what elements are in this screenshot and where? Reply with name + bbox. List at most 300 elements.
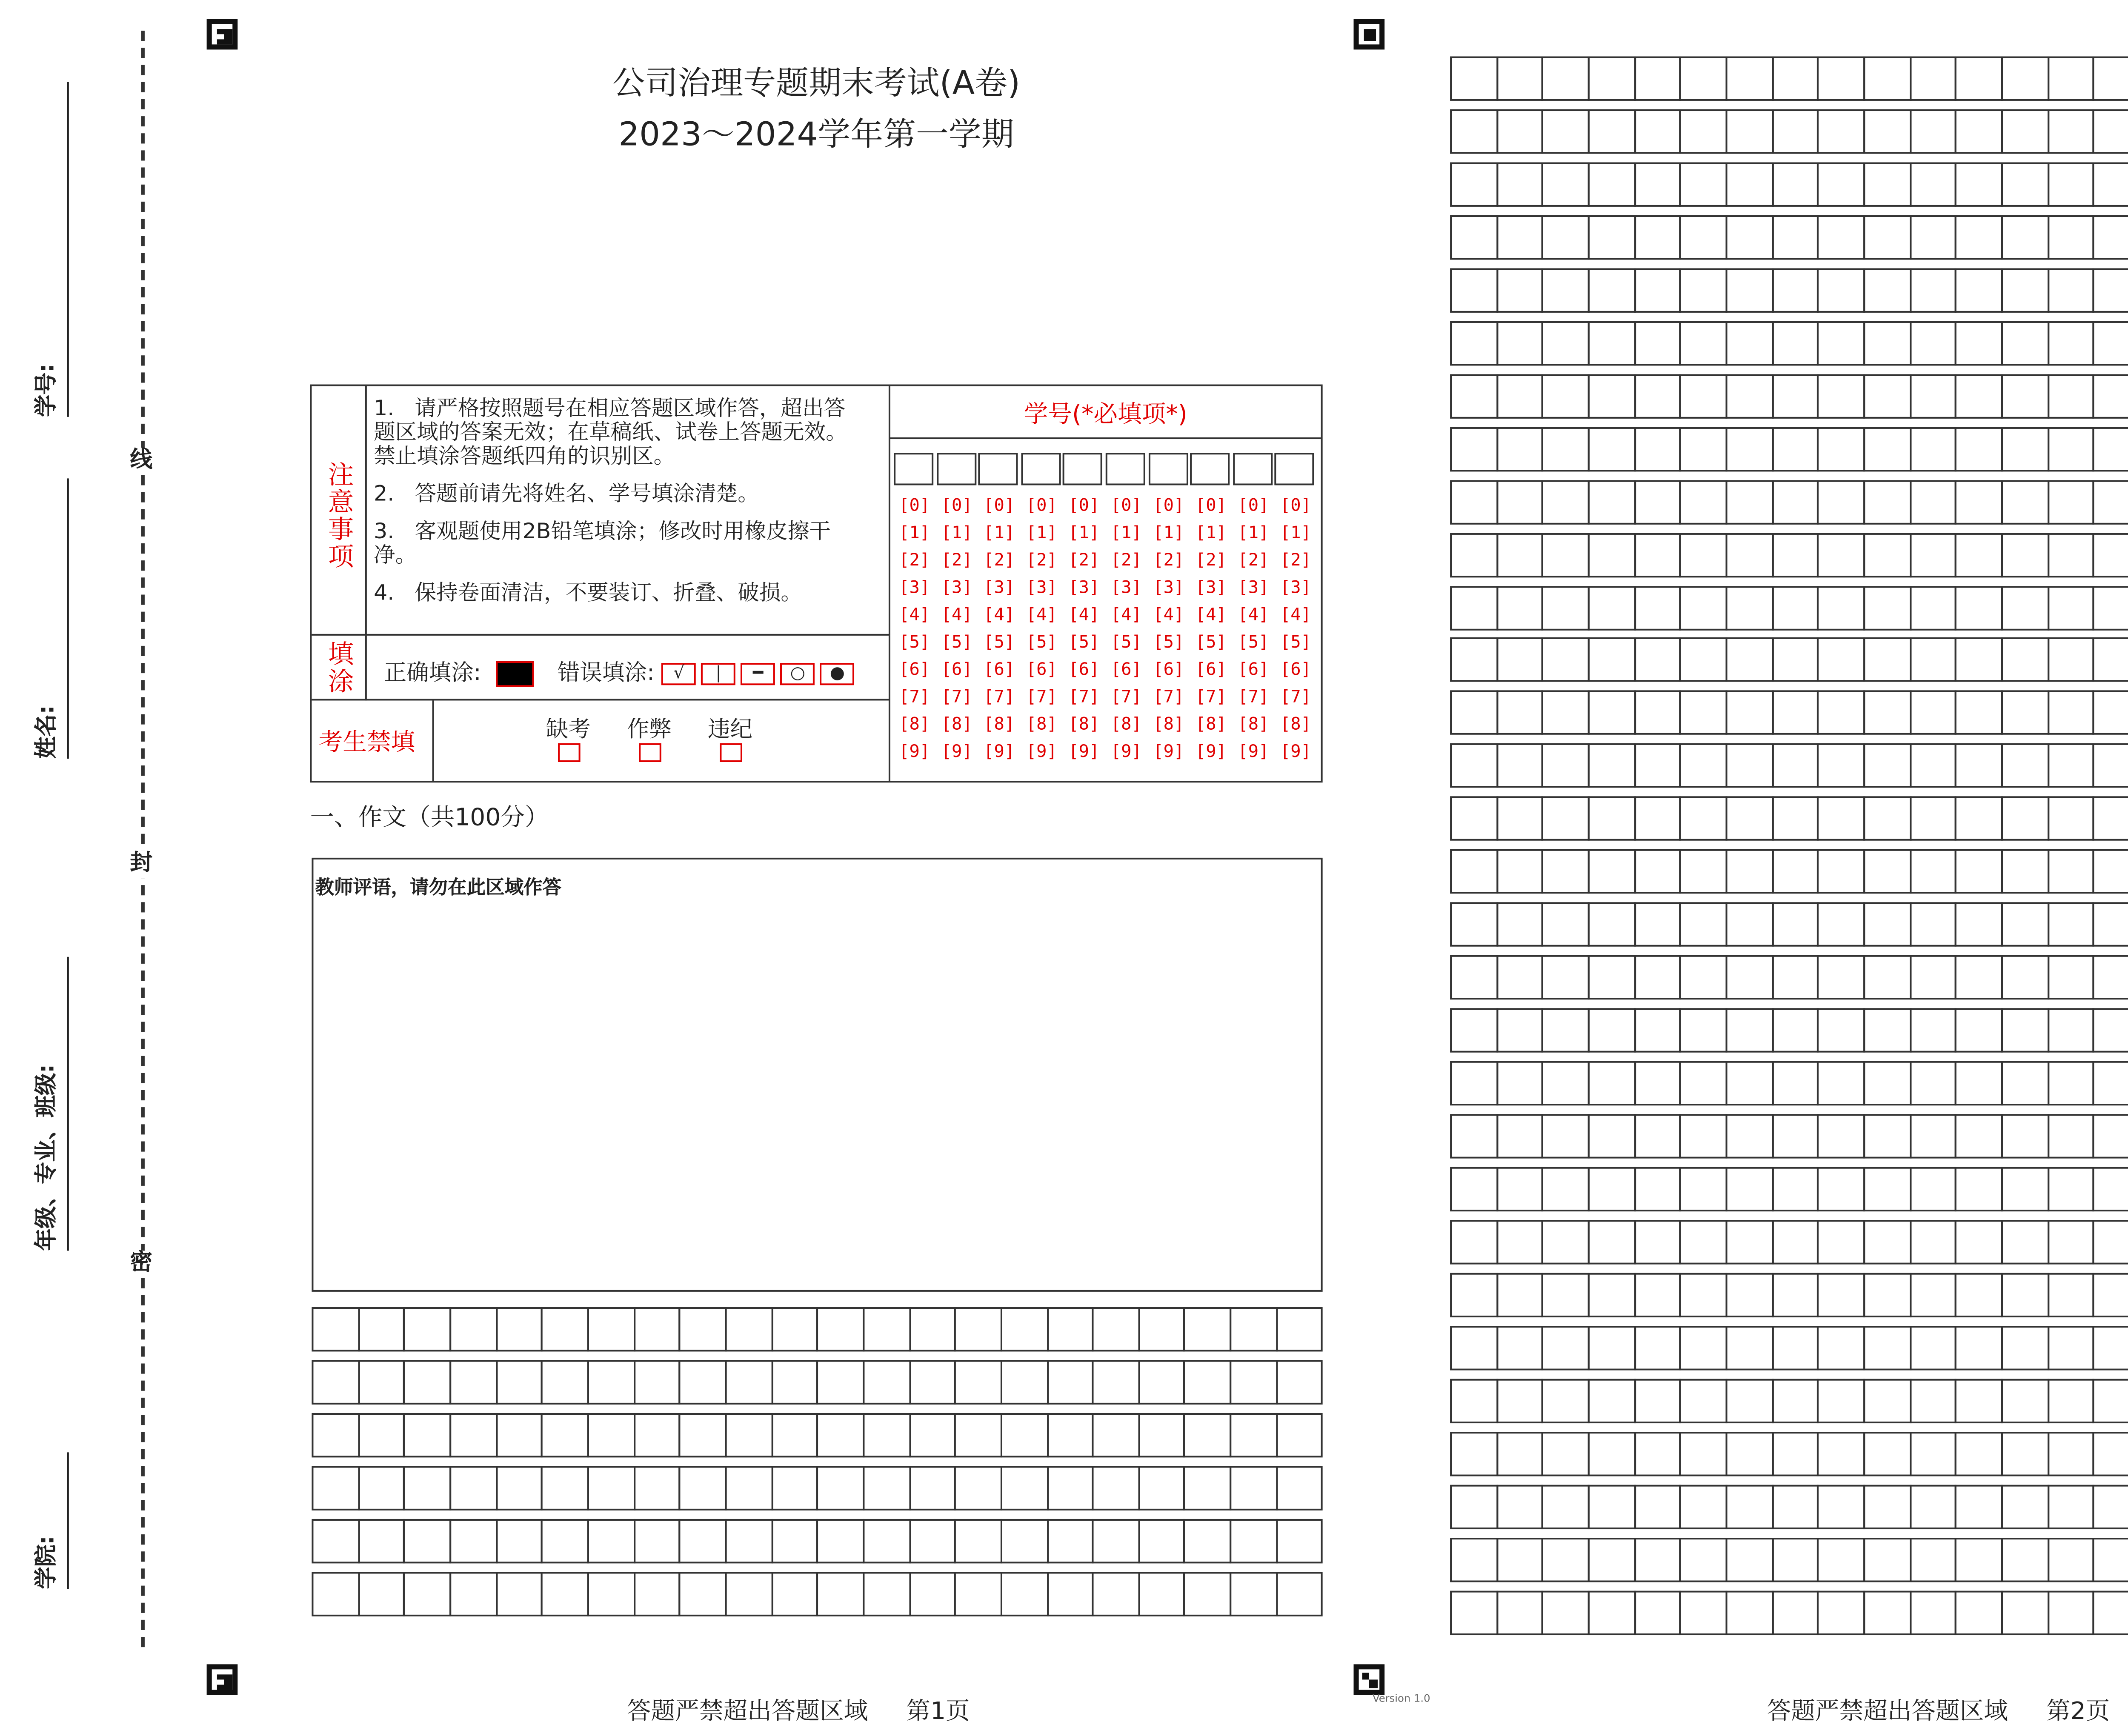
digit-bubble[interactable]: [9] (1110, 743, 1142, 762)
grid-cell[interactable] (1634, 321, 1682, 365)
grid-cell[interactable] (1496, 638, 1544, 682)
digit-bubble[interactable]: [9] (984, 743, 1015, 762)
grid-cell[interactable] (1588, 162, 1636, 206)
grid-cell[interactable] (1909, 480, 1957, 524)
grid-cell[interactable] (863, 1413, 910, 1457)
digit-bubble[interactable]: [0] (1238, 497, 1269, 516)
grid-cell[interactable] (2047, 1484, 2094, 1528)
grid-cell[interactable] (1496, 1379, 1544, 1423)
grid-cell[interactable] (1863, 374, 1911, 418)
digit-bubble[interactable]: [8] (1195, 716, 1227, 735)
grid-cell[interactable] (1634, 744, 1682, 788)
grid-cell[interactable] (1955, 532, 2003, 577)
grid-cell[interactable] (1863, 1484, 1911, 1528)
grid-cell[interactable] (1496, 1431, 1544, 1476)
grid-cell[interactable] (1909, 850, 1957, 894)
digit-bubble[interactable]: [6] (899, 661, 930, 680)
digit-bubble[interactable]: [3] (1153, 579, 1184, 598)
grid-cell[interactable] (2047, 691, 2094, 735)
digit-bubble[interactable]: [2] (1238, 552, 1269, 571)
digit-bubble[interactable]: [0] (1068, 497, 1100, 516)
grid-cell[interactable] (817, 1307, 864, 1351)
grid-cell[interactable] (1679, 268, 1727, 312)
grid-cell[interactable] (1588, 850, 1636, 894)
grid-cell[interactable] (1046, 1307, 1094, 1351)
digit-bubble[interactable]: [6] (1153, 661, 1184, 680)
grid-cell[interactable] (1138, 1518, 1186, 1562)
grid-cell[interactable] (2001, 480, 2048, 524)
grid-cell[interactable] (2093, 1484, 2128, 1528)
grid-cell[interactable] (1046, 1518, 1094, 1562)
grid-cell[interactable] (1725, 585, 1773, 629)
grid-cell[interactable] (1450, 585, 1498, 629)
grid-cell[interactable] (1817, 1220, 1865, 1264)
grid-cell[interactable] (1771, 215, 1819, 259)
grid-cell[interactable] (1679, 1590, 1727, 1634)
grid-cell[interactable] (1588, 1008, 1636, 1053)
cheating-checkbox[interactable] (638, 743, 661, 762)
grid-cell[interactable] (1046, 1571, 1094, 1615)
grid-cell[interactable] (587, 1518, 635, 1562)
grid-cell[interactable] (725, 1571, 772, 1615)
grid-cell[interactable] (2047, 1590, 2094, 1634)
digit-bubble[interactable]: [0] (899, 497, 930, 516)
grid-cell[interactable] (1863, 585, 1911, 629)
grid-cell[interactable] (2047, 797, 2094, 841)
grid-cell[interactable] (1771, 902, 1819, 947)
grid-cell[interactable] (1276, 1465, 1323, 1510)
grid-cell[interactable] (1496, 162, 1544, 206)
grid-cell[interactable] (1955, 902, 2003, 947)
grid-cell[interactable] (1138, 1571, 1186, 1615)
grid-cell[interactable] (2047, 532, 2094, 577)
grid-cell[interactable] (1496, 691, 1544, 735)
grid-cell[interactable] (1679, 1379, 1727, 1423)
grid-cell[interactable] (1909, 1379, 1957, 1423)
digit-bubble[interactable]: [1] (1238, 524, 1269, 543)
grid-cell[interactable] (2047, 955, 2094, 999)
grid-cell[interactable] (1771, 426, 1819, 471)
college-field[interactable] (34, 1452, 79, 1589)
digit-bubble[interactable]: [9] (1195, 743, 1227, 762)
grid-cell[interactable] (1542, 1537, 1590, 1581)
grid-cell[interactable] (2093, 1061, 2128, 1105)
grid-cell[interactable] (1450, 1431, 1498, 1476)
grid-cell[interactable] (1542, 374, 1590, 418)
grid-cell[interactable] (954, 1571, 1002, 1615)
grid-cell[interactable] (1909, 268, 1957, 312)
grid-cell[interactable] (541, 1518, 589, 1562)
grid-cell[interactable] (1542, 268, 1590, 312)
grid-cell[interactable] (725, 1465, 772, 1510)
grid-cell[interactable] (1863, 1008, 1911, 1053)
digit-bubble[interactable]: [6] (941, 661, 972, 680)
grid-cell[interactable] (1496, 268, 1544, 312)
student-id-digit-cell[interactable] (1063, 453, 1103, 485)
grid-cell[interactable] (1542, 1008, 1590, 1053)
grid-cell[interactable] (1817, 638, 1865, 682)
grid-cell[interactable] (1679, 321, 1727, 365)
grid-cell[interactable] (2001, 1537, 2048, 1581)
grid-cell[interactable] (495, 1465, 543, 1510)
grid-cell[interactable] (1276, 1360, 1323, 1404)
grid-cell[interactable] (1496, 1114, 1544, 1158)
grid-cell[interactable] (1817, 1325, 1865, 1370)
digit-bubble[interactable]: [6] (1026, 661, 1057, 680)
grid-cell[interactable] (1725, 321, 1773, 365)
grid-cell[interactable] (1771, 268, 1819, 312)
grid-cell[interactable] (1909, 109, 1957, 154)
grid-cell[interactable] (2093, 1008, 2128, 1053)
grid-cell[interactable] (1588, 1114, 1636, 1158)
grid-cell[interactable] (1634, 532, 1682, 577)
grid-cell[interactable] (1588, 426, 1636, 471)
grid-cell[interactable] (2093, 1220, 2128, 1264)
grid-cell[interactable] (1184, 1413, 1232, 1457)
grid-cell[interactable] (1771, 109, 1819, 154)
grid-cell[interactable] (2093, 797, 2128, 841)
grid-cell[interactable] (449, 1518, 497, 1562)
grid-cell[interactable] (1634, 215, 1682, 259)
grid-cell[interactable] (1909, 374, 1957, 418)
grid-cell[interactable] (1138, 1465, 1186, 1510)
grid-cell[interactable] (1725, 1167, 1773, 1211)
student-id-digit-cell[interactable] (894, 453, 933, 485)
grid-cell[interactable] (1588, 638, 1636, 682)
grid-cell[interactable] (1863, 162, 1911, 206)
grid-cell[interactable] (1725, 797, 1773, 841)
student-id-digit-cell[interactable] (1190, 453, 1230, 485)
grid-cell[interactable] (1450, 1537, 1498, 1581)
digit-bubble[interactable]: [9] (1238, 743, 1269, 762)
grid-cell[interactable] (312, 1518, 359, 1562)
digit-bubble[interactable]: [4] (1026, 606, 1057, 625)
violation-option[interactable] (704, 711, 756, 769)
digit-bubble[interactable]: [5] (899, 634, 930, 653)
grid-cell[interactable] (587, 1360, 635, 1404)
digit-bubble[interactable]: [8] (1280, 716, 1312, 735)
grid-cell[interactable] (679, 1518, 726, 1562)
student-id-digit-cell[interactable] (1275, 453, 1315, 485)
digit-bubble[interactable]: [3] (941, 579, 972, 598)
grid-cell[interactable] (1450, 1008, 1498, 1053)
grid-cell[interactable] (1771, 57, 1819, 101)
grid-cell[interactable] (1588, 797, 1636, 841)
grid-cell[interactable] (495, 1413, 543, 1457)
grid-cell[interactable] (495, 1307, 543, 1351)
grid-cell[interactable] (2093, 374, 2128, 418)
grid-cell[interactable] (1092, 1571, 1140, 1615)
grid-cell[interactable] (954, 1518, 1002, 1562)
digit-bubble[interactable]: [0] (1110, 497, 1142, 516)
grid-cell[interactable] (1817, 1167, 1865, 1211)
grid-cell[interactable] (1588, 1167, 1636, 1211)
grid-cell[interactable] (1634, 268, 1682, 312)
grid-cell[interactable] (1496, 955, 1544, 999)
grid-cell[interactable] (358, 1360, 405, 1404)
grid-cell[interactable] (1863, 321, 1911, 365)
grid-cell[interactable] (1634, 1537, 1682, 1581)
grid-cell[interactable] (1909, 638, 1957, 682)
grid-cell[interactable] (587, 1413, 635, 1457)
grid-cell[interactable] (358, 1307, 405, 1351)
grid-cell[interactable] (1634, 1114, 1682, 1158)
grid-cell[interactable] (2093, 321, 2128, 365)
grid-cell[interactable] (2001, 532, 2048, 577)
grid-cell[interactable] (1771, 744, 1819, 788)
grid-cell[interactable] (1496, 426, 1544, 471)
digit-bubble[interactable]: [1] (1280, 524, 1312, 543)
grid-cell[interactable] (1634, 162, 1682, 206)
digit-bubble[interactable]: [7] (984, 688, 1015, 708)
grid-cell[interactable] (2001, 1008, 2048, 1053)
grid-cell[interactable] (1909, 426, 1957, 471)
grid-cell[interactable] (1542, 109, 1590, 154)
grid-cell[interactable] (1771, 585, 1819, 629)
grid-cell[interactable] (1955, 691, 2003, 735)
grid-cell[interactable] (1725, 1273, 1773, 1317)
grid-cell[interactable] (1725, 109, 1773, 154)
digit-bubble[interactable]: [2] (1153, 552, 1184, 571)
grid-cell[interactable] (541, 1465, 589, 1510)
grid-cell[interactable] (1771, 1379, 1819, 1423)
digit-bubble[interactable]: [6] (1238, 661, 1269, 680)
grid-cell[interactable] (1588, 532, 1636, 577)
grid-cell[interactable] (1679, 1114, 1727, 1158)
grid-cell[interactable] (1230, 1518, 1278, 1562)
grid-cell[interactable] (2093, 744, 2128, 788)
grid-cell[interactable] (1542, 1167, 1590, 1211)
digit-bubble[interactable]: [6] (1110, 661, 1142, 680)
digit-bubble[interactable]: [9] (941, 743, 972, 762)
grid-cell[interactable] (1230, 1413, 1278, 1457)
grid-cell[interactable] (2001, 744, 2048, 788)
grid-cell[interactable] (1542, 1484, 1590, 1528)
grid-cell[interactable] (1909, 1431, 1957, 1476)
digit-bubble[interactable]: [5] (1195, 634, 1227, 653)
student-id-digit-cell[interactable] (1106, 453, 1145, 485)
grid-cell[interactable] (1725, 1061, 1773, 1105)
grid-cell[interactable] (1184, 1360, 1232, 1404)
grid-cell[interactable] (1817, 532, 1865, 577)
grid-cell[interactable] (1909, 162, 1957, 206)
digit-bubble[interactable]: [3] (984, 579, 1015, 598)
grid-cell[interactable] (1909, 1537, 1957, 1581)
grid-cell[interactable] (1955, 215, 2003, 259)
digit-bubble[interactable]: [2] (1280, 552, 1312, 571)
grid-cell[interactable] (1909, 1590, 1957, 1634)
grid-cell[interactable] (1496, 532, 1544, 577)
grid-cell[interactable] (1046, 1360, 1094, 1404)
grid-cell[interactable] (1138, 1413, 1186, 1457)
grid-cell[interactable] (1863, 268, 1911, 312)
grid-cell[interactable] (1634, 1325, 1682, 1370)
grid-cell[interactable] (541, 1571, 589, 1615)
grid-cell[interactable] (771, 1465, 818, 1510)
digit-bubble[interactable]: [4] (899, 606, 930, 625)
digit-bubble[interactable]: [9] (899, 743, 930, 762)
grid-cell[interactable] (1046, 1465, 1094, 1510)
digit-bubble[interactable]: [8] (1153, 716, 1184, 735)
grid-cell[interactable] (1634, 1220, 1682, 1264)
grid-cell[interactable] (2047, 1537, 2094, 1581)
grid-cell[interactable] (2047, 1220, 2094, 1264)
grid-cell[interactable] (2093, 109, 2128, 154)
grid-cell[interactable] (679, 1465, 726, 1510)
grid-cell[interactable] (2093, 1431, 2128, 1476)
grid-cell[interactable] (1679, 797, 1727, 841)
grid-cell[interactable] (771, 1518, 818, 1562)
grid-cell[interactable] (2001, 1273, 2048, 1317)
digit-bubble[interactable]: [7] (1280, 688, 1312, 708)
grid-cell[interactable] (2001, 638, 2048, 682)
grid-cell[interactable] (587, 1571, 635, 1615)
grid-cell[interactable] (1771, 850, 1819, 894)
grid-cell[interactable] (1679, 1220, 1727, 1264)
grid-cell[interactable] (1909, 1273, 1957, 1317)
grid-cell[interactable] (1276, 1307, 1323, 1351)
grid-cell[interactable] (2047, 850, 2094, 894)
grid-cell[interactable] (2047, 374, 2094, 418)
grid-cell[interactable] (1679, 1484, 1727, 1528)
grid-cell[interactable] (1725, 1114, 1773, 1158)
grid-cell[interactable] (909, 1413, 956, 1457)
digit-bubble[interactable]: [3] (899, 579, 930, 598)
grid-cell[interactable] (2093, 162, 2128, 206)
grid-cell[interactable] (771, 1360, 818, 1404)
grid-cell[interactable] (1496, 850, 1544, 894)
grid-cell[interactable] (817, 1465, 864, 1510)
grid-cell[interactable] (1909, 1114, 1957, 1158)
grid-cell[interactable] (1588, 1220, 1636, 1264)
absent-checkbox[interactable] (557, 743, 580, 762)
grid-cell[interactable] (1771, 638, 1819, 682)
grid-cell[interactable] (587, 1307, 635, 1351)
digit-bubble[interactable]: [4] (941, 606, 972, 625)
grid-cell[interactable] (1817, 480, 1865, 524)
grid-cell[interactable] (2001, 1484, 2048, 1528)
grid-cell[interactable] (2001, 1325, 2048, 1370)
grid-cell[interactable] (1634, 955, 1682, 999)
grid-cell[interactable] (1450, 955, 1498, 999)
grid-cell[interactable] (1725, 850, 1773, 894)
grid-cell[interactable] (1909, 585, 1957, 629)
grid-cell[interactable] (1230, 1360, 1278, 1404)
grid-cell[interactable] (1817, 1273, 1865, 1317)
digit-bubble[interactable]: [7] (1026, 688, 1057, 708)
grid-cell[interactable] (1450, 268, 1498, 312)
grid-cell[interactable] (1725, 162, 1773, 206)
grid-cell[interactable] (1588, 1537, 1636, 1581)
grid-cell[interactable] (2001, 1379, 2048, 1423)
grid-cell[interactable] (679, 1360, 726, 1404)
grid-cell[interactable] (1817, 1061, 1865, 1105)
grid-cell[interactable] (312, 1360, 359, 1404)
grid-cell[interactable] (1863, 691, 1911, 735)
grid-cell[interactable] (2047, 109, 2094, 154)
grid-cell[interactable] (1909, 1325, 1957, 1370)
grid-cell[interactable] (1542, 480, 1590, 524)
grid-cell[interactable] (1588, 1590, 1636, 1634)
grid-cell[interactable] (1634, 374, 1682, 418)
digit-bubble[interactable]: [1] (984, 524, 1015, 543)
grid-cell[interactable] (863, 1571, 910, 1615)
digit-bubble[interactable]: [4] (1238, 606, 1269, 625)
grid-cell[interactable] (817, 1518, 864, 1562)
grid-cell[interactable] (1679, 1537, 1727, 1581)
grid-cell[interactable] (1863, 1325, 1911, 1370)
grid-cell[interactable] (1725, 426, 1773, 471)
grid-cell[interactable] (1863, 638, 1911, 682)
digit-bubble[interactable]: [0] (1280, 497, 1312, 516)
digit-bubble[interactable]: [1] (1153, 524, 1184, 543)
grid-cell[interactable] (1450, 162, 1498, 206)
grid-cell[interactable] (1909, 1008, 1957, 1053)
digit-bubble[interactable]: [5] (1068, 634, 1100, 653)
grid-cell[interactable] (1496, 1220, 1544, 1264)
name-field[interactable] (34, 478, 79, 759)
grade-major-class-field[interactable] (34, 957, 79, 1251)
grid-cell[interactable] (1863, 1061, 1911, 1105)
grid-cell[interactable] (2001, 162, 2048, 206)
digit-bubble[interactable]: [1] (1195, 524, 1227, 543)
grid-cell[interactable] (2047, 1431, 2094, 1476)
grid-cell[interactable] (1955, 797, 2003, 841)
grid-cell[interactable] (1092, 1518, 1140, 1562)
digit-bubble[interactable]: [3] (1195, 579, 1227, 598)
grid-cell[interactable] (1588, 1325, 1636, 1370)
grid-cell[interactable] (1955, 1325, 2003, 1370)
grid-cell[interactable] (1771, 1114, 1819, 1158)
student-id-digit-cell[interactable] (936, 453, 976, 485)
grid-cell[interactable] (1496, 1061, 1544, 1105)
grid-cell[interactable] (2093, 480, 2128, 524)
grid-cell[interactable] (1542, 321, 1590, 365)
grid-cell[interactable] (1634, 1167, 1682, 1211)
grid-cell[interactable] (1817, 691, 1865, 735)
grid-cell[interactable] (2001, 797, 2048, 841)
grid-cell[interactable] (1542, 215, 1590, 259)
grid-cell[interactable] (1771, 532, 1819, 577)
grid-cell[interactable] (1679, 374, 1727, 418)
grid-cell[interactable] (1679, 57, 1727, 101)
digit-bubble[interactable]: [4] (984, 606, 1015, 625)
grid-cell[interactable] (1725, 1484, 1773, 1528)
grid-cell[interactable] (1496, 585, 1544, 629)
grid-cell[interactable] (1588, 955, 1636, 999)
grid-cell[interactable] (1955, 480, 2003, 524)
grid-cell[interactable] (1817, 1537, 1865, 1581)
grid-cell[interactable] (1588, 1431, 1636, 1476)
grid-cell[interactable] (1955, 585, 2003, 629)
grid-cell[interactable] (495, 1571, 543, 1615)
grid-cell[interactable] (1679, 1431, 1727, 1476)
grid-cell[interactable] (1679, 585, 1727, 629)
grid-cell[interactable] (1679, 1061, 1727, 1105)
grid-cell[interactable] (1725, 955, 1773, 999)
grid-cell[interactable] (1542, 850, 1590, 894)
grid-cell[interactable] (1588, 215, 1636, 259)
grid-cell[interactable] (358, 1571, 405, 1615)
digit-bubble[interactable]: [9] (1068, 743, 1100, 762)
grid-cell[interactable] (1496, 109, 1544, 154)
grid-cell[interactable] (1771, 1537, 1819, 1581)
grid-cell[interactable] (1909, 1061, 1957, 1105)
grid-cell[interactable] (2093, 215, 2128, 259)
grid-cell[interactable] (1955, 744, 2003, 788)
grid-cell[interactable] (1863, 850, 1911, 894)
grid-cell[interactable] (2047, 638, 2094, 682)
